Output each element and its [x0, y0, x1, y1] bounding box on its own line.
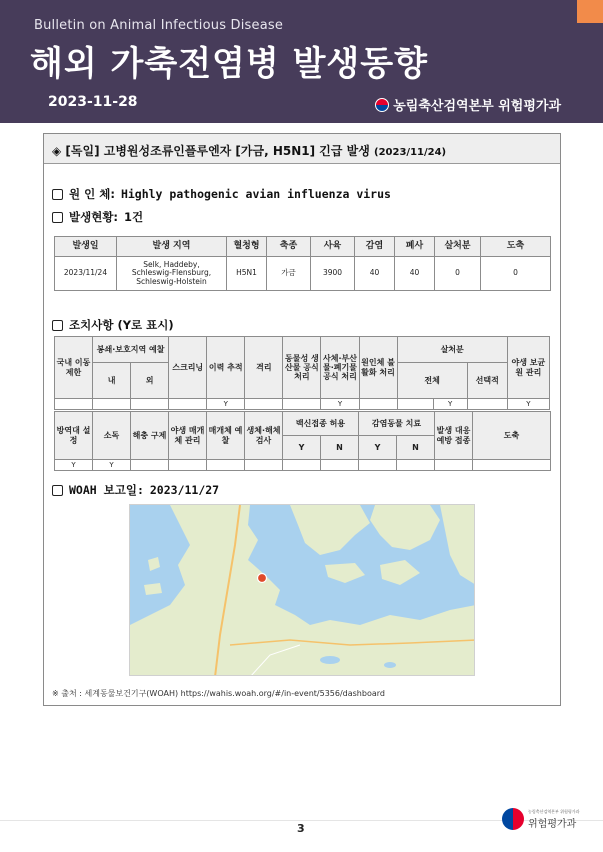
table-row [55, 257, 551, 291]
col-header: 발생 지역 [117, 237, 227, 257]
outbreak-table [54, 236, 551, 291]
measure-value: Y [55, 460, 93, 471]
measure-value [359, 399, 397, 410]
col-header: 도축 [481, 237, 551, 257]
measure-header: 야생 보균원 관리 [507, 337, 549, 399]
org-name [375, 95, 561, 114]
outbreak-map [129, 504, 475, 676]
measure-value [207, 460, 245, 471]
taeguk-logo-icon [375, 98, 389, 112]
measure-header: 생체·해체 검사 [245, 412, 283, 460]
measure-value [359, 460, 397, 471]
measure-subheader: 내 [93, 363, 131, 399]
checkbox-square-icon [52, 189, 63, 200]
measure-value [435, 460, 473, 471]
measure-header: 감염동물 치료 [359, 412, 435, 436]
measure-value: Y [93, 460, 131, 471]
measure-value [473, 460, 551, 471]
measure-value [131, 460, 169, 471]
culled-count: 0 [435, 257, 481, 291]
serotype: H5N1 [227, 257, 267, 291]
footer-logo [502, 808, 580, 830]
col-header: 폐사 [395, 237, 435, 257]
region-line: Schleswig-Holstein [136, 276, 207, 286]
checkbox-square-icon [52, 485, 63, 496]
table-row [55, 399, 550, 410]
col-header: 혈청형 [227, 237, 267, 257]
measure-value [169, 399, 207, 410]
report-heading [52, 142, 446, 159]
measure-value [321, 460, 359, 471]
page-title: 해외 가축전염병 발생동향 [30, 44, 428, 84]
pathogen-line [52, 186, 391, 202]
measure-value [245, 399, 283, 410]
measure-subheader: N [321, 436, 359, 460]
measure-header: 해충 구제 [131, 412, 169, 460]
dead-count: 40 [395, 257, 435, 291]
col-header: 사육 [311, 237, 355, 257]
measure-value [283, 399, 321, 410]
measure-value [169, 460, 207, 471]
footer-org [528, 809, 580, 830]
measure-value [55, 399, 93, 410]
measure-subheader: 전체 [397, 363, 467, 399]
header-banner [0, 0, 603, 123]
bulletin-subtitle: Bulletin on Animal Infectious Disease [34, 18, 284, 33]
measure-value [131, 399, 169, 410]
measure-header: 야생 매개체 관리 [169, 412, 207, 460]
measure-value [397, 460, 435, 471]
checkbox-square-icon [52, 320, 63, 331]
table-row [55, 460, 551, 471]
report-heading-bar [44, 134, 560, 164]
species: 가금 [267, 257, 311, 291]
measure-subheader: Y [283, 436, 321, 460]
measures-line [52, 317, 174, 333]
measure-subheader: 외 [131, 363, 169, 399]
woah-line [52, 482, 219, 498]
outbreak-value: 1건 [124, 210, 144, 224]
outbreak-date: 2023/11/24 [55, 257, 117, 291]
measure-header: 소독 [93, 412, 131, 460]
measure-value: Y [507, 399, 549, 410]
infected-count: 40 [355, 257, 395, 291]
outbreak-line [52, 209, 143, 225]
measure-header: 격리 [245, 337, 283, 399]
measure-value [283, 460, 321, 471]
region-line: Schleswig-Flensburg, [131, 268, 212, 278]
bulletin-date: 2023-11-28 [48, 94, 138, 110]
measure-header: 사체·부산물·폐기물 공식 처리 [321, 337, 359, 399]
pathogen-label: 원 인 체: [69, 187, 115, 201]
report-heading-text: ◈ [독일] 고병원성조류인플루엔자 [가금, H5N1] 긴급 발생 [52, 144, 370, 158]
measure-value [467, 399, 507, 410]
measure-header: 살처분 [397, 337, 507, 363]
measure-value [245, 460, 283, 471]
measure-value: Y [433, 399, 467, 410]
measure-header: 스크리닝 [169, 337, 207, 399]
measure-value [93, 399, 131, 410]
measures-label: 조치사항 (Y로 표시) [69, 318, 174, 332]
taeguk-logo-icon [502, 808, 524, 830]
outbreak-region [117, 257, 227, 291]
measure-header: 방역대 설정 [55, 412, 93, 460]
location-marker-icon [258, 574, 267, 583]
measure-subheader: 선택적 [467, 363, 507, 399]
measure-value: Y [207, 399, 245, 410]
pathogen-value: Highly pathogenic avian influenza virus [120, 187, 391, 201]
checkbox-square-icon [52, 212, 63, 223]
measure-subheader: Y [359, 436, 397, 460]
page-number: 3 [297, 822, 305, 835]
outbreak-label: 발생현황: [69, 210, 119, 224]
source-note: ※ 출처 : 세계동물보건기구(WOAH) https://wahis.woah.org/#/in-event/5356/dashboard [52, 689, 385, 698]
raised-count: 3900 [311, 257, 355, 291]
col-header: 축종 [267, 237, 311, 257]
region-line: Selk, Haddeby, [143, 259, 200, 269]
measure-header: 이력 추적 [207, 337, 245, 399]
measure-header: 동물성 생산물 공식 처리 [283, 337, 321, 399]
outbreak-table-header [55, 237, 551, 257]
measures-table-2 [54, 411, 551, 471]
col-header: 감염 [355, 237, 395, 257]
woah-label: WOAH 보고일: [69, 483, 144, 497]
measure-value [397, 399, 433, 410]
woah-date: 2023/11/27 [149, 483, 220, 497]
measure-header: 백신접종 허용 [283, 412, 359, 436]
measure-header: 발생 대응 예방 접종 [435, 412, 473, 460]
measure-subheader: N [397, 436, 435, 460]
map-illustration [130, 505, 475, 676]
report-heading-date: (2023/11/24) [374, 147, 447, 158]
col-header: 발생일 [55, 237, 117, 257]
org-label: 농림축산검역본부 위험평가과 [393, 99, 561, 114]
footer-org-small: 농림축산검역본부 위험평가과 [528, 808, 580, 814]
slaughtered-count: 0 [481, 257, 551, 291]
measure-header: 매개체 예찰 [207, 412, 245, 460]
corner-accent [577, 0, 603, 23]
footer-org-name: 위험평가과 [528, 818, 577, 830]
measures-table-1 [54, 336, 550, 410]
measure-value: Y [321, 399, 359, 410]
report-frame [43, 133, 561, 706]
col-header: 살처분 [435, 237, 481, 257]
measure-header: 봉쇄·보호지역 예찰 [93, 337, 169, 363]
measure-header: 원인체 불활화 처리 [359, 337, 397, 399]
measure-header: 도축 [473, 412, 551, 460]
measure-header: 국내 이동 제한 [55, 337, 93, 399]
